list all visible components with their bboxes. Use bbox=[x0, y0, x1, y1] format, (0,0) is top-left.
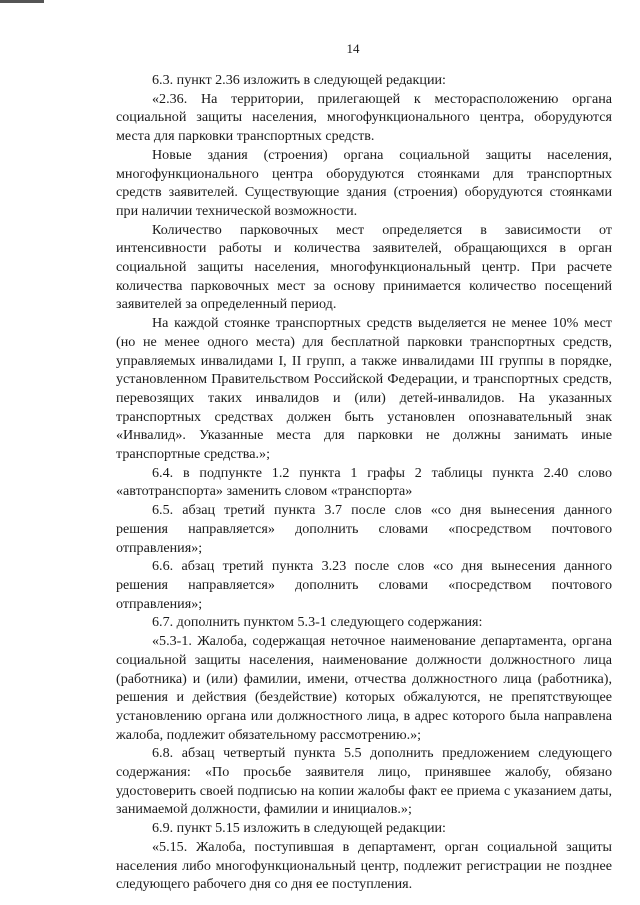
document-body bbox=[116, 71, 612, 894]
paragraph-6-7: 6.7. дополнить пунктом 5.3-1 следующего содержания: bbox=[152, 614, 483, 631]
paragraph-6-5: 6.5. абзац третий пункта 3.7 после слов «со дня вынесения данного решения направляется» дополнить словами «посредством почтового отправления»; bbox=[116, 502, 612, 556]
paragraph-parking-count: Количество парковочных мест определяется в зависимости от интенсивности работы и количества заявителей, обращающихся в орган социальной защиты населения, многофункциональный центр. При расчете количества парковочных мест за основу принимается количество посещений заявителей за определенный период. bbox=[116, 221, 612, 313]
paragraph-disabled-parking: На каждой стоянке транспортных средств выделяется не менее 10% мест (но не менее одного места) для бесплатной парковки транспортных средств, управляемых инвалидами I, II групп, а также инвалидами III группы в порядке, установленном Правительством Российской Федерации, и транспортных средств, перевозящих таких инвалидов и (или) детей-инвалидов. На указанных транспортных средствах должен быть установлен опознавательный знак «Инвалид». Указанные места для парковки не должны занимать иные транспортные средства.»; bbox=[116, 315, 612, 463]
paragraph-5-3-1: «5.3-1. Жалоба, содержащая неточное наименование департамента, органа социальной защиты населения, наименование должности должностного лица (работника) и (или) фамилии, имени, отчества должностного лица (работника), решения и действия (бездействие) которых обжалуются, не препятствующее установлению органа или должностного лица, в адрес которого была направлена жалоба, подлежит обязательному рассмотрению.»; bbox=[116, 633, 612, 743]
paragraph-6-6: 6.6. абзац третий пункта 3.23 после слов «со дня вынесения данного решения направляется» дополнить словами «посредством почтового отправления»; bbox=[116, 558, 612, 612]
paragraph-6-3: 6.3. пункт 2.36 изложить в следующей редакции: bbox=[152, 72, 446, 88]
paragraph-2-36: «2.36. На территории, прилегающей к месторасположению органа социальной защиты населения, многофункционального центра, оборудуются места для парковки транспортных средств. bbox=[116, 90, 612, 145]
paragraph-6-4: 6.4. в подпункте 1.2 пункта 1 графы 2 таблицы пункта 2.40 слово «автотранспорта» заменить словом «транспорта» bbox=[116, 464, 612, 500]
paragraph-5-15: «5.15. Жалоба, поступившая в департамент, орган социальной защиты населения либо многофункциональный центр, подлежит регистрации не позднее следующего рабочего дня со дня ее поступления. bbox=[116, 838, 612, 893]
paragraph-new-buildings: Новые здания (строения) органа социальной защиты населения, многофункционального центра оборудуются стоянками для транспортных средств заявителей. Существующие здания (строения) оборудуются стоянками при наличии технической возможности. bbox=[116, 146, 612, 219]
paragraph-6-9: 6.9. пункт 5.15 изложить в следующей редакции: bbox=[152, 820, 446, 837]
page-number: 14 bbox=[346, 41, 360, 56]
paragraph-6-8: 6.8. абзац четвертый пункта 5.5 дополнить предложением следующего содержания: «По просьбе заявителя лицо, принявшее жалобу, обязано удостоверить своей подписью на копии жалобы факт ее приема с указанием даты, занимаемой должности, фамилии и инициалов.»; bbox=[116, 745, 612, 818]
